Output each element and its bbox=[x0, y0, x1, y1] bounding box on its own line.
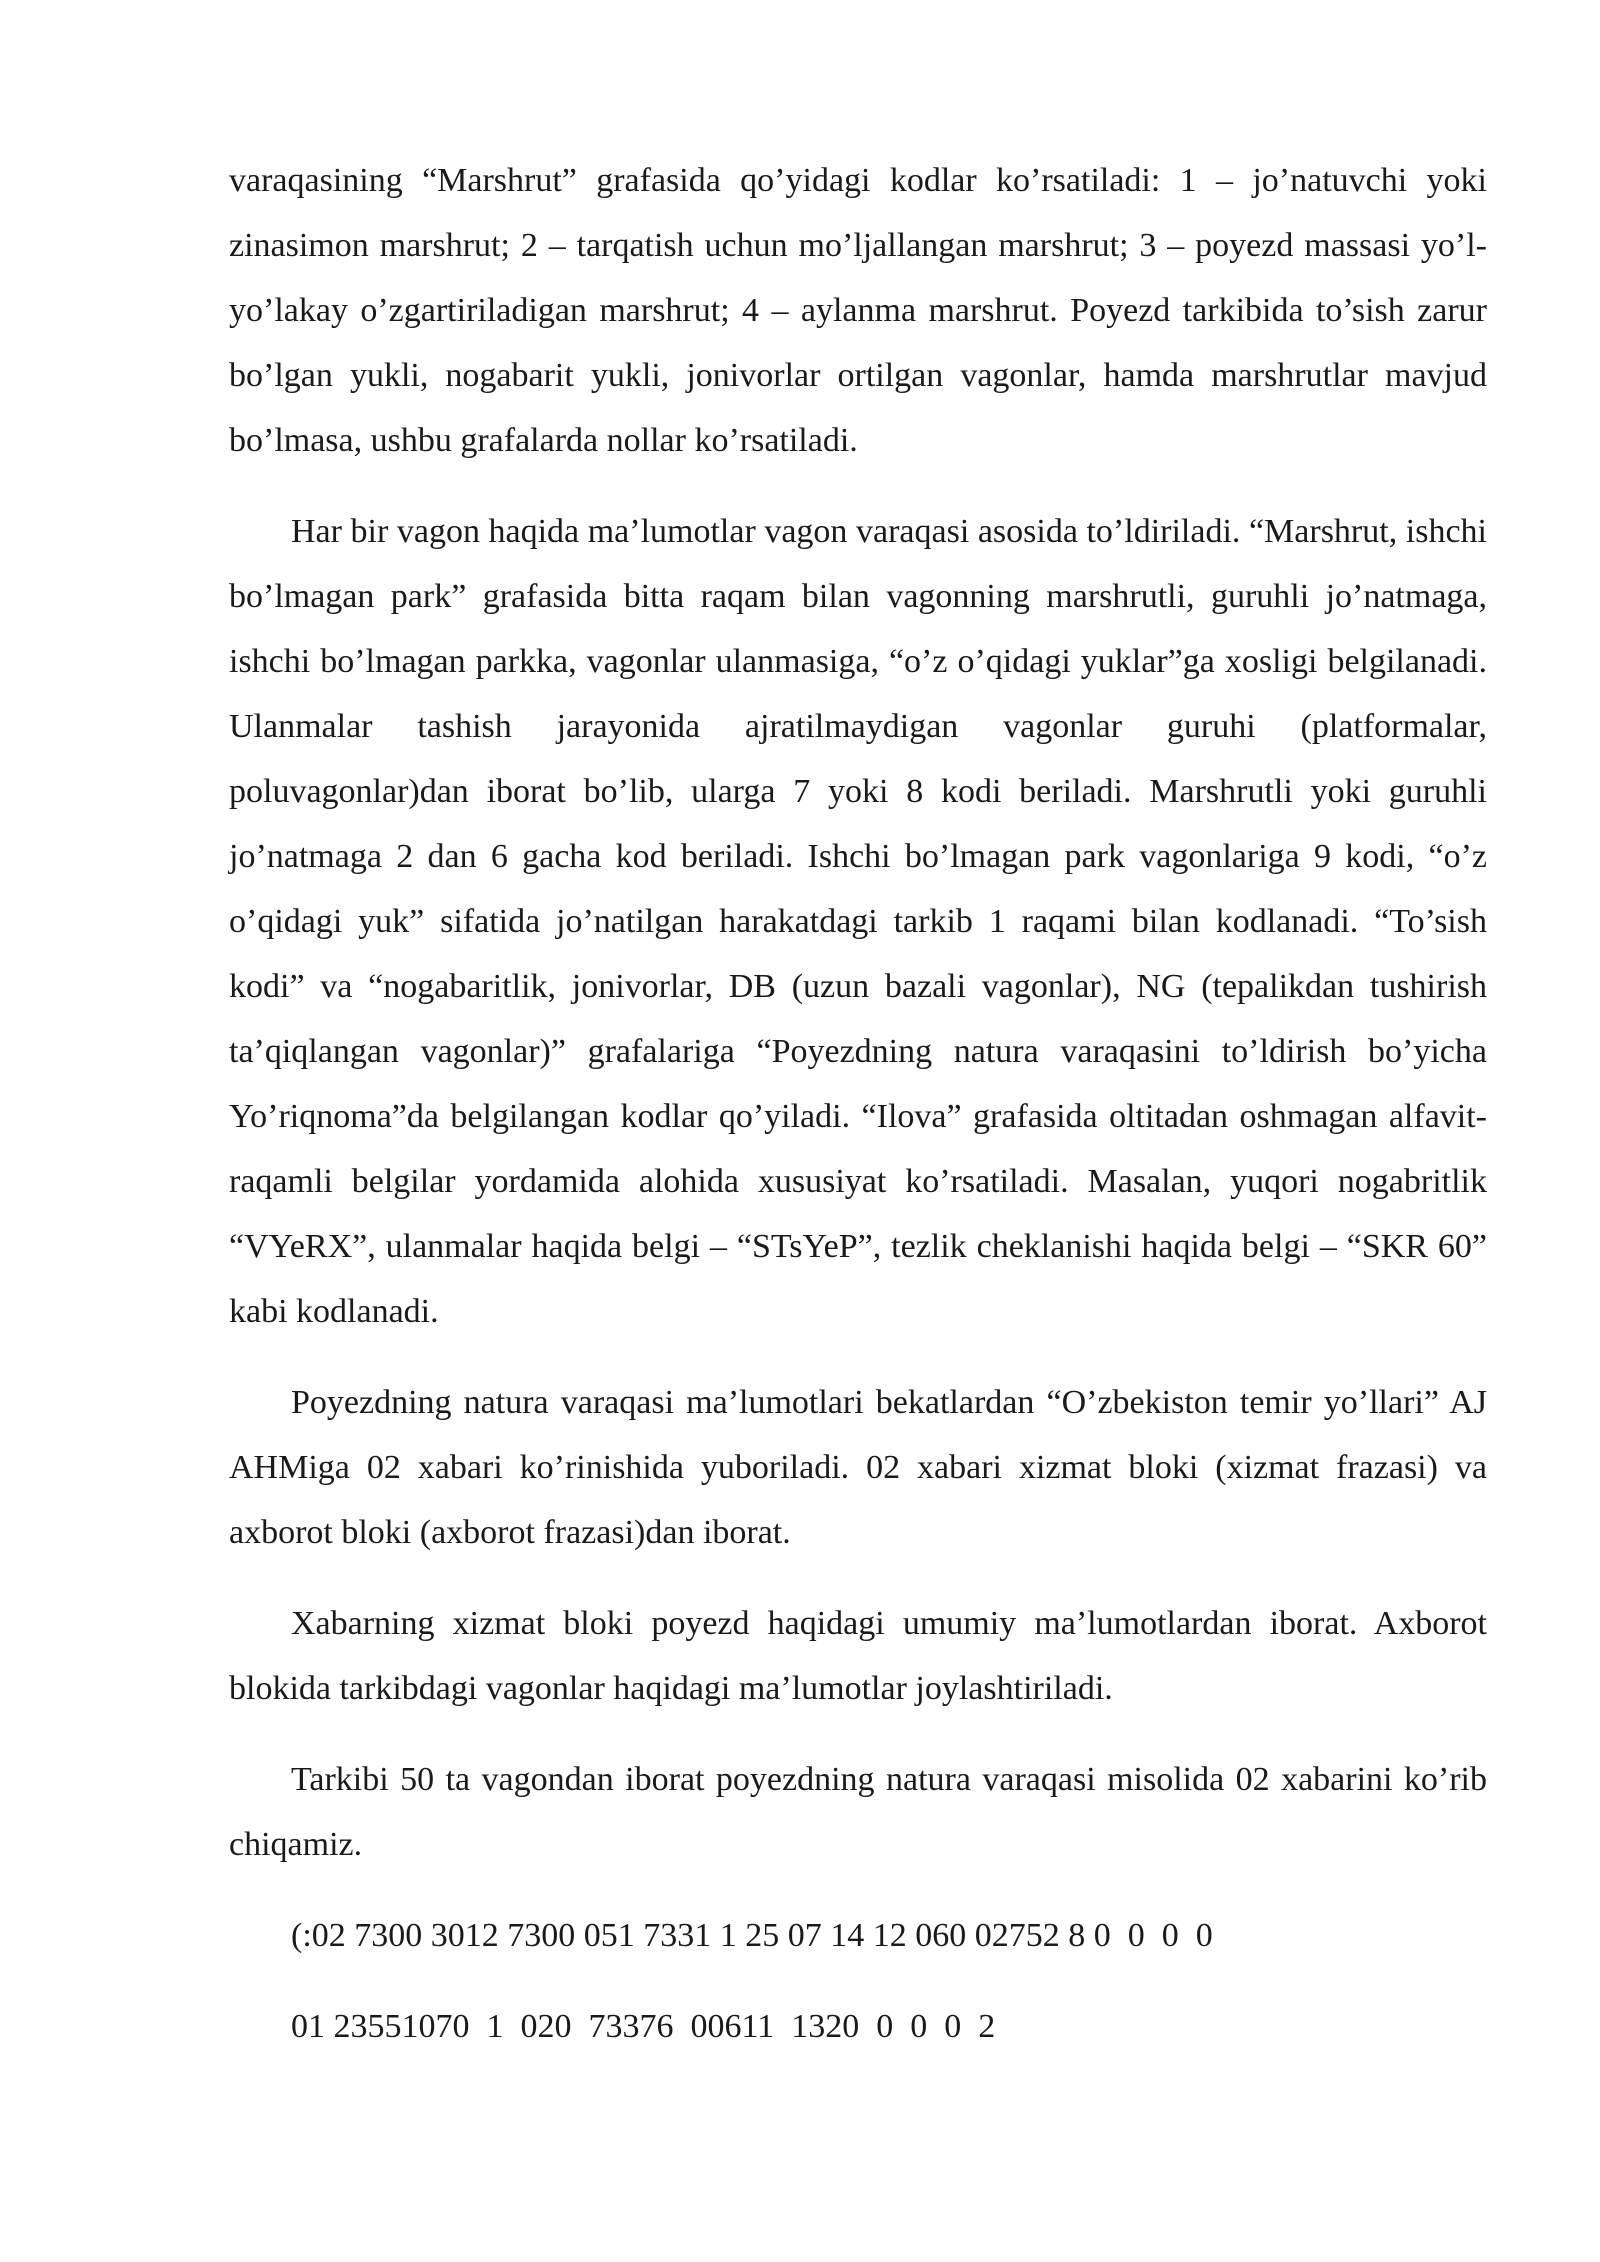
paragraph-wagon-data: Har bir vagon haqida ma’lumotlar vagon varaqasi asosida to’ldiriladi. “Marshrut, ishchi bo’lmagan park” grafasida bitta raqam bilan vagonning marshrutli, guruhli jo’natmaga, ishchi bo’lmagan parkka, vagonlar ulanmasiga, “o’z o’qidagi yuklar”ga xosligi belgilanadi. Ulanmalar tashish jarayonida ajratilmaydigan vagonlar guruhi (platformalar, poluvagonlar)dan iborat bo’lib, ularga 7 yoki 8 kodi beriladi. Marshrutli yoki guruhli jo’natmaga 2 dan 6 gacha kod beriladi. Ishchi bo’lmagan park vagonlariga 9 kodi, “o’z o’qidagi yuk” sifatida jo’natilgan harakatdagi tarkib 1 raqami bilan kodlanadi. “To’sish kodi” va “nogabaritlik, jonivorlar, DB (uzun bazali vagonlar), NG (tepalikdan tushirish ta’qiqlangan vagonlar)” grafalariga “Poyezdning natura varaqasini to’ldirish bo’yicha Yo’riqnoma”da belgilangan kodlar qo’yiladi. “Ilova” grafasida oltitadan oshmagan alfavit-raqamli belgilar yordamida alohida xususiyat ko’rsatiladi. Masalan, yuqori nogabritlik “VYeRX”, ulanmalar haqida belgi – “STsYeP”, tezlik cheklanishi haqida belgi – “SKR 60” kabi kodlanadi. bbox=[229, 513, 1487, 1330]
paragraph-marshrut-codes: varaqasining “Marshrut” grafasida qo’yidagi kodlar ko’rsatiladi: 1 – jo’natuvchi yoki zinasimon marshrut; 2 – tarqatish uchun mo’ljallangan marshrut; 3 – poyezd massasi yo’l-yo’lakay o’zgartiriladigan marshrut; 4 – aylanma marshrut. Poyezd tarkibida to’sish zarur bo’lgan yukli, nogabarit yukli, jonivorlar ortilgan vagonlar, hamda marshrutlar mavjud bo’lmasa, ushbu grafalarda nollar ko’rsatiladi. bbox=[229, 162, 1487, 459]
message-code-line-1: (:02 7300 3012 7300 051 7331 1 25 07 14 12 060 02752 8 0 0 0 0 bbox=[291, 1917, 1213, 1954]
document-body bbox=[229, 148, 1487, 2085]
paragraph-service-block: Xabarning xizmat bloki poyezd haqidagi umumiy ma’lumotlardan iborat. Axborot blokida tarkibdagi vagonlar haqidagi ma’lumotlar joylashtiriladi. bbox=[229, 1605, 1487, 1707]
paragraph-message-02: Poyezdning natura varaqasi ma’lumotlari bekatlardan “O’zbekiston temir yo’llari” AJ AHMiga 02 xabari ko’rinishida yuboriladi. 02 xabari xizmat bloki (xizmat frazasi) va axborot bloki (axborot frazasi)dan iborat. bbox=[229, 1384, 1487, 1551]
message-code-line-2: 01 23551070 1 020 73376 00611 1320 0 0 0 2 bbox=[291, 2008, 996, 2045]
paragraph-example-intro: Tarkibi 50 ta vagondan iborat poyezdning natura varaqasi misolida 02 xabarini ko’rib chiqamiz. bbox=[229, 1761, 1487, 1863]
